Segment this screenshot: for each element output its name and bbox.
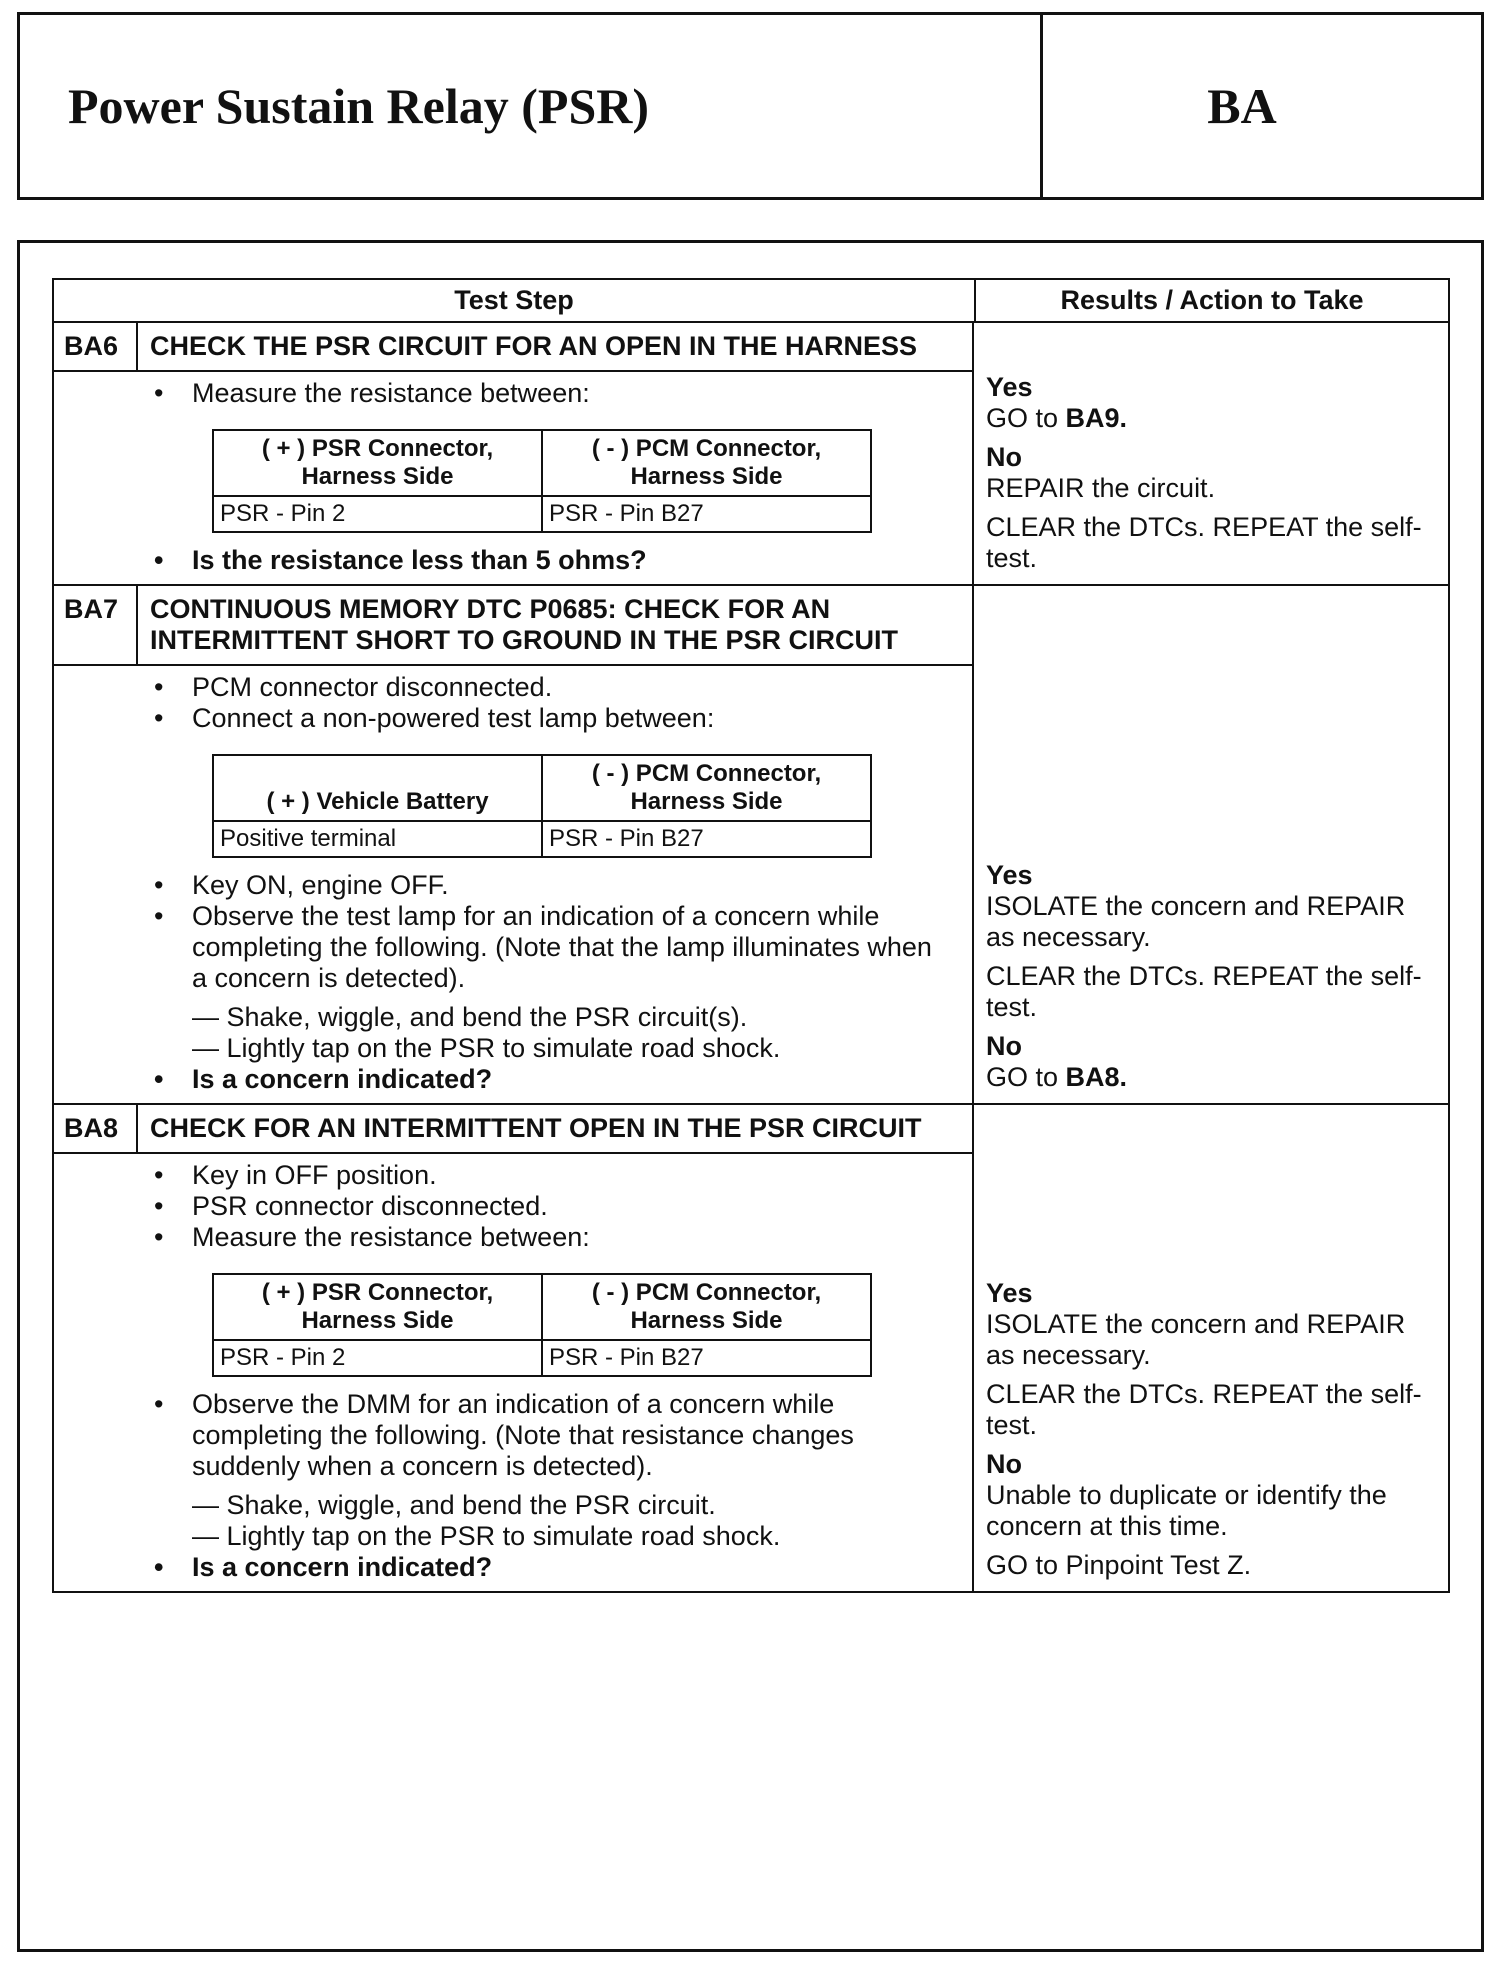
step-ba6 bbox=[54, 323, 1448, 586]
results-header: Results / Action to Take bbox=[1060, 285, 1364, 315]
table-cell-negative: PSR - Pin B27 bbox=[542, 1340, 871, 1376]
instruction: • Measure the resistance between: bbox=[150, 378, 952, 409]
sub-instruction: — Shake, wiggle, and bend the PSR circuit. bbox=[192, 1490, 716, 1520]
table-cell-negative: PSR - Pin B27 bbox=[542, 821, 871, 857]
table-header-negative: ( - ) PCM Connector, Harness Side bbox=[542, 755, 871, 821]
table-header-positive: ( + ) PSR Connector, Harness Side bbox=[213, 1274, 542, 1340]
connector-table bbox=[212, 754, 872, 858]
connector-table bbox=[212, 429, 872, 533]
yes-label: Yes bbox=[986, 1278, 1033, 1308]
table-header-negative: ( - ) PCM Connector, Harness Side bbox=[542, 430, 871, 496]
yes-label: Yes bbox=[986, 372, 1033, 402]
instruction: • Measure the resistance between: bbox=[150, 1222, 952, 1253]
page-header bbox=[17, 12, 1484, 200]
test-step-header: Test Step bbox=[54, 280, 976, 321]
instruction: • Observe the test lamp for an indication of a concern while completing the following. (Note that the lamp illuminates when a concern is detected). bbox=[150, 901, 952, 994]
yes-action: GO to bbox=[986, 403, 1066, 433]
step-id: BA7 bbox=[54, 586, 138, 664]
no-label: No bbox=[986, 1449, 1022, 1479]
sub-instruction: — Shake, wiggle, and bend the PSR circuit(s). bbox=[192, 1002, 748, 1032]
table-cell-positive: Positive terminal bbox=[213, 821, 542, 857]
yes-action: ISOLATE the concern and REPAIR as necessary. bbox=[986, 891, 1406, 952]
instruction: • Observe the DMM for an indication of a concern while completing the following. (Note that resistance changes suddenly when a concern is detected). bbox=[150, 1389, 952, 1482]
step-id: BA8 bbox=[54, 1105, 138, 1152]
no-action: REPAIR the circuit. bbox=[986, 473, 1216, 503]
step-title: CHECK FOR AN INTERMITTENT OPEN IN THE PSR CIRCUIT bbox=[150, 1113, 922, 1143]
goto-pinpoint-link[interactable]: GO to Pinpoint Test Z. bbox=[986, 1550, 1252, 1580]
sub-instruction: — Lightly tap on the PSR to simulate road shock. bbox=[192, 1521, 781, 1551]
step-results bbox=[974, 323, 1448, 584]
step-ba8 bbox=[54, 1105, 1448, 1591]
no-action: GO to bbox=[986, 1062, 1066, 1092]
goto-step-link[interactable]: BA9. bbox=[1065, 403, 1128, 433]
no-action: Unable to duplicate or identify the concern at this time. bbox=[986, 1480, 1387, 1541]
page-title: Power Sustain Relay (PSR) bbox=[20, 15, 1043, 197]
column-headers bbox=[54, 280, 1448, 323]
step-title: CHECK THE PSR CIRCUIT FOR AN OPEN IN THE HARNESS bbox=[150, 331, 918, 361]
table-cell-negative: PSR - Pin B27 bbox=[542, 496, 871, 532]
step-body bbox=[54, 1154, 972, 1591]
no-action-2: CLEAR the DTCs. REPEAT the self-test. bbox=[986, 512, 1422, 573]
no-label: No bbox=[986, 1031, 1022, 1061]
question: • Is a concern indicated? bbox=[150, 1552, 952, 1583]
table-cell-positive: PSR - Pin 2 bbox=[213, 496, 542, 532]
sub-instruction: — Lightly tap on the PSR to simulate road shock. bbox=[192, 1033, 781, 1063]
pinpoint-test-table bbox=[52, 278, 1450, 1593]
step-body bbox=[54, 666, 972, 1103]
no-label: No bbox=[986, 442, 1022, 472]
yes-action-2: CLEAR the DTCs. REPEAT the self-test. bbox=[986, 961, 1422, 1022]
step-results bbox=[974, 586, 1448, 1103]
yes-action-2: CLEAR the DTCs. REPEAT the self-test. bbox=[986, 1379, 1422, 1440]
step-body bbox=[54, 372, 972, 584]
yes-label: Yes bbox=[986, 860, 1033, 890]
table-header-positive: ( + ) PSR Connector, Harness Side bbox=[213, 430, 542, 496]
instruction: • PCM connector disconnected. bbox=[150, 672, 952, 703]
instruction: • Connect a non-powered test lamp between: bbox=[150, 703, 952, 734]
instruction: • Key in OFF position. bbox=[150, 1160, 952, 1191]
step-title: CONTINUOUS MEMORY DTC P0685: CHECK FOR AN INTERMITTENT SHORT TO GROUND IN THE PSR CIRCUIT bbox=[150, 594, 898, 655]
connector-table bbox=[212, 1273, 872, 1377]
instruction: • PSR connector disconnected. bbox=[150, 1191, 952, 1222]
table-header-positive: ( + ) Vehicle Battery bbox=[213, 755, 542, 821]
step-results bbox=[974, 1105, 1448, 1591]
step-ba7 bbox=[54, 586, 1448, 1105]
instruction: • Key ON, engine OFF. bbox=[150, 870, 952, 901]
question: • Is the resistance less than 5 ohms? bbox=[150, 545, 952, 576]
question: • Is a concern indicated? bbox=[150, 1064, 952, 1095]
table-cell-positive: PSR - Pin 2 bbox=[213, 1340, 542, 1376]
section-code: BA bbox=[1207, 78, 1277, 134]
step-id: BA6 bbox=[54, 323, 138, 370]
table-header-negative: ( - ) PCM Connector, Harness Side bbox=[542, 1274, 871, 1340]
goto-step-link[interactable]: BA8. bbox=[1065, 1062, 1128, 1092]
yes-action: ISOLATE the concern and REPAIR as necessary. bbox=[986, 1309, 1406, 1370]
